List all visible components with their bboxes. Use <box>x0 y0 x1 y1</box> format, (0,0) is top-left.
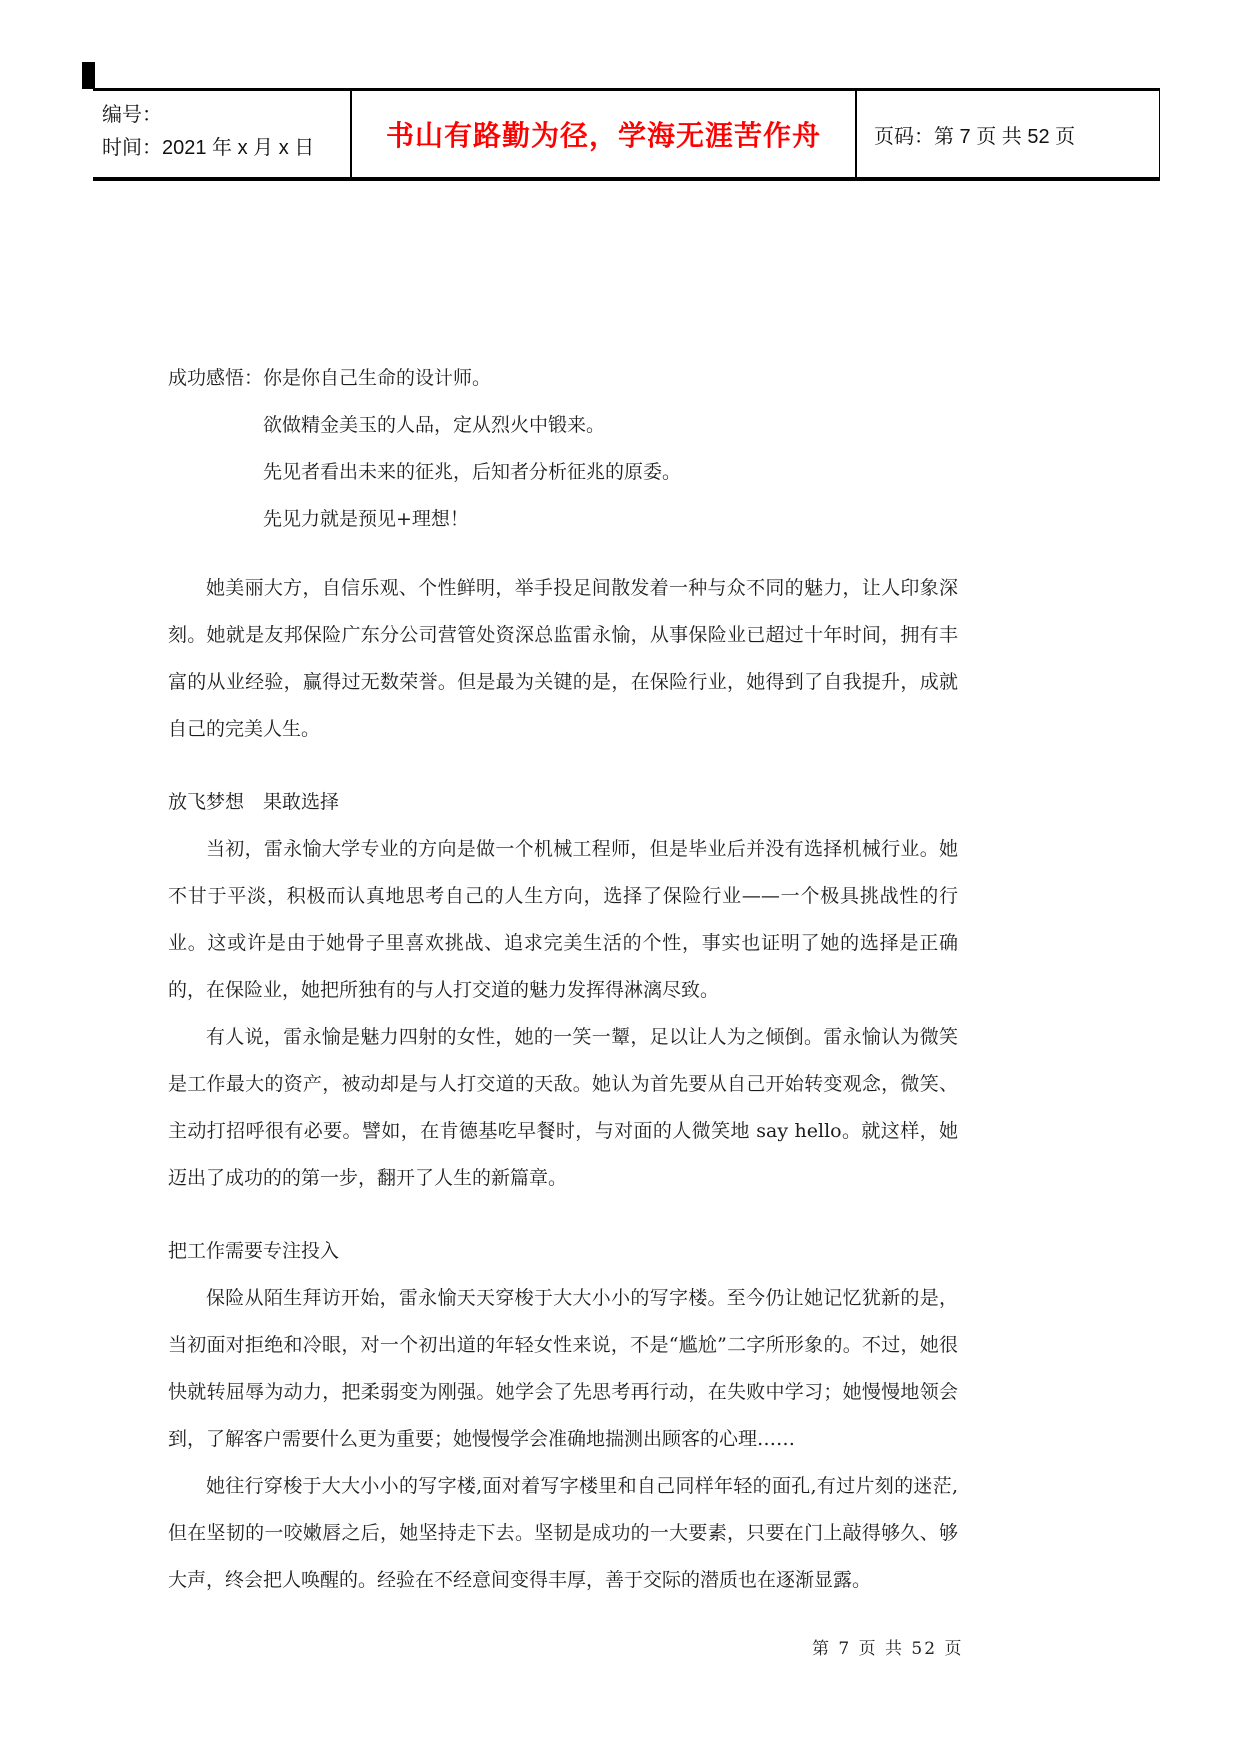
paragraph-intro: 她美丽大方，自信乐观、个性鲜明，举手投足间散发着一种与众不同的魅力，让人印象深刻。她就是友邦保险广东分公司营管处资深总监雷永愉，从事保险业已超过十年时间，拥有丰富的从业经验，赢得过无数荣誉。但是最为关键的是，在保险行业，她得到了自我提升，成就自己的完美人生。 <box>168 577 958 740</box>
header-cell-meta <box>93 91 350 177</box>
paragraph-work-2: 她往行穿梭于大大小小的写字楼,面对着写字楼里和自己同样年轻的面孔,有过片刻的迷茫,但在坚韧的一咬嫩唇之后，她坚持走下去。坚韧是成功的一大要素，只要在门上敲得够久、够大声，终会把人唤醒的。经验在不经意间变得丰厚，善于交际的潜质也在逐渐显露。 <box>168 1475 958 1591</box>
quote-line-4: 先见力就是预见+理想！ <box>263 508 469 530</box>
header-motto-text: 书山有路勤为径，学海无涯苦作舟 <box>385 120 821 151</box>
document-body <box>168 355 958 1604</box>
footer-page-info: 第 7 页 共 52 页 <box>812 1639 964 1659</box>
quote-line-1: 成功感悟：你是你自己生命的设计师。 <box>168 367 492 389</box>
header-cell-page <box>857 91 1160 177</box>
paragraph-dream-1: 当初，雷永愉大学专业的方向是做一个机械工程师，但是毕业后并没有选择机械行业。她不甘于平淡，积极而认真地思考自己的人生方向，选择了保险行业——一个极具挑战性的行业。这或许是由于她骨子里喜欢挑战、追求完美生活的个性，事实也证明了她的选择是正确的，在保险业，她把所独有的与人打交道的魅力发挥得淋漓尽致。 <box>168 838 958 1001</box>
quote-line-3: 先见者看出未来的征兆，后知者分析征兆的原委。 <box>263 461 682 483</box>
corner-print-mark <box>82 62 95 89</box>
header-cell-motto <box>350 91 857 177</box>
paragraph-dream-2: 有人说，雷永愉是魅力四射的女性，她的一笑一颦，足以让人为之倾倒。雷永愉认为微笑是工作最大的资产，被动却是与人打交道的天敌。她认为首先要从自己开始转变观念，微笑、主动打招呼很有必要。譬如，在肯德基吃早餐时，与对面的人微笑地 say hello。就这样，她迈出了成功的的第一步，翻开了人生的新篇章。 <box>168 1026 958 1189</box>
document-time-label: 时间：2021 年 x 月 x 日 <box>102 137 315 159</box>
section-heading-2: 把工作需要专注投入 <box>168 1240 340 1262</box>
header-page-info: 页码：第 7 页 共 52 页 <box>874 125 1076 148</box>
paragraph-work-1: 保险从陌生拜访开始，雷永愉天天穿梭于大大小小的写字楼。至今仍让她记忆犹新的是，当初面对拒绝和冷眼，对一个初出道的年轻女性来说，不是“尴尬”二字所形象的。不过，她很快就转屈辱为动力，把柔弱变为刚强。她学会了先思考再行动，在失败中学习；她慢慢地领会到，了解客户需要什么更为重要；她慢慢学会准确地揣测出顾客的心理…… <box>168 1287 958 1450</box>
section-heading-1: 放飞梦想 果敢选择 <box>168 791 340 813</box>
quote-block <box>168 355 958 543</box>
quote-line-2: 欲做精金美玉的人品，定从烈火中锻来。 <box>263 414 606 436</box>
page-footer <box>812 1637 963 1661</box>
header-table <box>93 88 1160 181</box>
document-number-label: 编号： <box>102 104 162 126</box>
